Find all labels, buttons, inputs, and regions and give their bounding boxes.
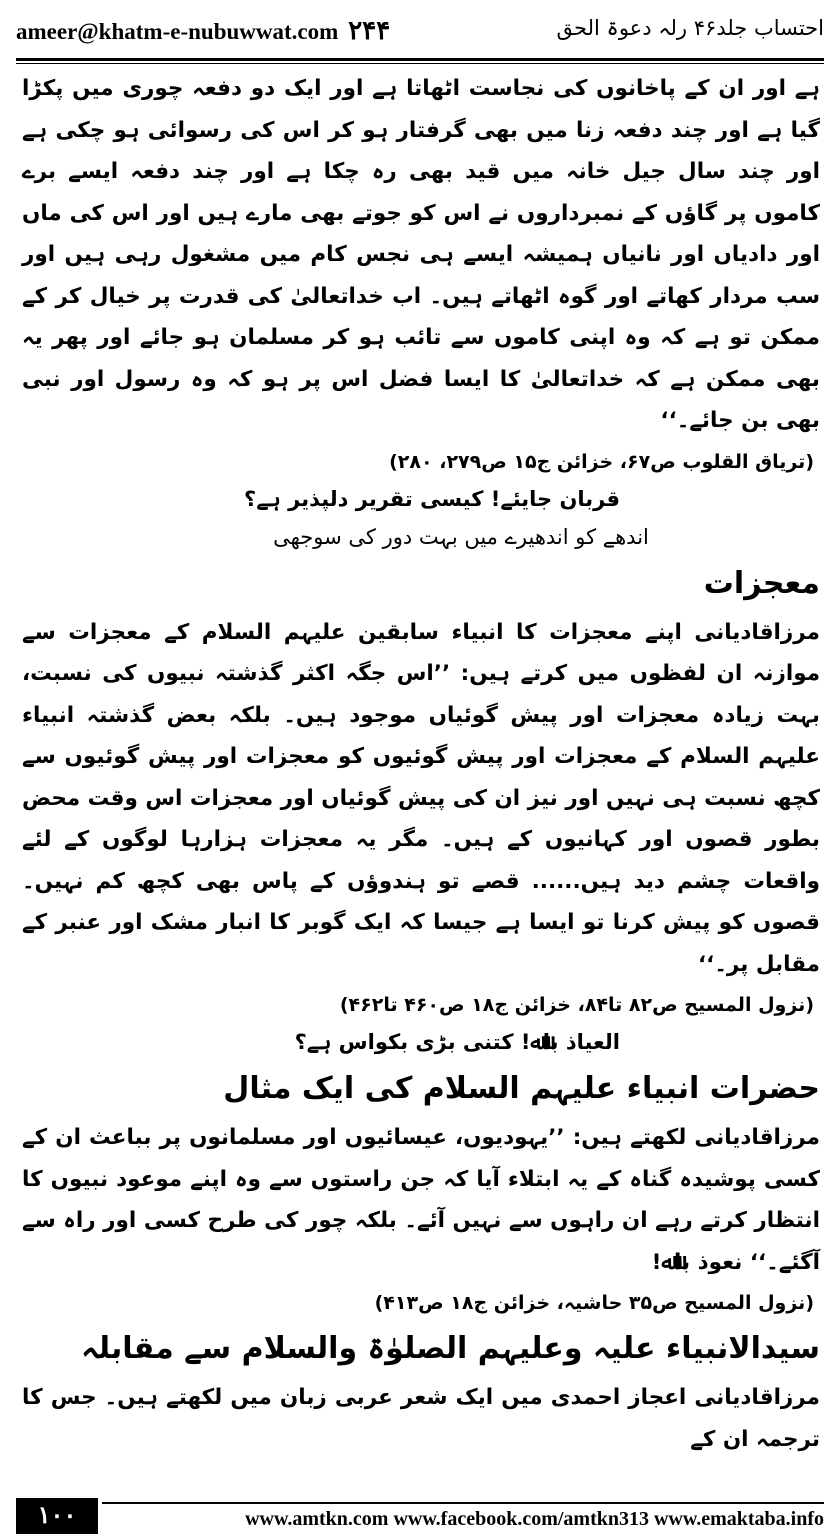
heading-muqabla: سیدالانبیاء علیہ وعلیہم الصلوٰۃ والسلام سے مقابلہ	[81, 1331, 820, 1366]
footer-links: www.amtkn.com www.facebook.com/amtkn313 www.emaktaba.info	[245, 1508, 824, 1530]
heading-anbiya-misal: حضرات انبیاء علیہم السلام کی ایک مثال	[223, 1071, 820, 1106]
header-book-title: احتساب جلد۴۶ رلہ دعوۃ الحق	[556, 16, 824, 40]
header-rule	[16, 58, 824, 61]
paragraph-3: مرزاقادیانی لکھتے ہیں: ’’یہودیوں، عیسائیوں اور مسلمانوں پر بباعث ان کے کسی پوشیدہ گناہ کے یہ ابتلاء آیا کہ جن راستوں سے وہ اپنے موعود نبیوں کا انتظار کرتے رہے ان راہوں سے نہیں آئے۔ بلکہ چور کی طرح کسی اور راہ سے آگئے۔‘‘ نعوذ باﷲ!	[22, 1125, 820, 1275]
page-footer	[16, 1496, 824, 1536]
header-page-number: ۲۴۴	[348, 16, 391, 45]
reference-1: (تریاق القلوب ص۶۷، خزائن ج۱۵ ص۲۷۹، ۲۸۰)	[389, 450, 814, 473]
footer-rule	[102, 1502, 824, 1504]
footer-page-number: ۱۰۰	[16, 1498, 98, 1534]
page-header	[16, 10, 824, 54]
header-email: ameer@khatm-e-nubuwwat.com	[16, 19, 339, 44]
header-left	[16, 16, 390, 46]
remark-1: قربان جایئے! کیسی تقریر دلپذیر ہے؟	[244, 486, 620, 511]
remark-2: العیاذ باﷲ! کتنی بڑی بکواس ہے؟	[294, 1030, 620, 1054]
verse-1: اندھے کو اندھیرے میں بہت دور کی سوجھی	[273, 524, 649, 549]
heading-mujizat: معجزات	[703, 565, 820, 601]
paragraph-4: مرزاقادیانی اعجاز احمدی میں ایک شعر عربی زبان میں لکھتے ہیں۔ جس کا ترجمہ ان کے	[22, 1385, 820, 1452]
reference-2: (نزول المسیح ص۸۲ تا۸۴، خزائن ج۱۸ ص۴۶۰ تا۴۶۲)	[339, 994, 814, 1016]
reference-3: (نزول المسیح ص۳۵ حاشیہ، خزائن ج۱۸ ص۴۱۳)	[374, 1292, 814, 1314]
paragraph-2: مرزاقادیانی اپنے معجزات کا انبیاء سابقین علیہم السلام کے معجزات سے موازنہ ان لفظوں میں کرتے ہیں: ’’اس جگہ اکثر گذشتہ نبیوں کی نسبت، بہت زیادہ معجزات اور پیش گوئیاں موجود ہیں۔ بلکہ بعض گذشتہ انبیاء علیہم السلام کے معجزات اور پیش گوئیوں کو معجزات اور پیش گوئیوں سے کچھ نسبت ہی نہیں اور نیز ان کی پیش گوئیاں اور معجزات اس وقت محض بطور قصوں اور کہانیوں کے ہیں۔ مگر یہ معجزات ہزارہا لوگوں کے لئے واقعات چشم دید ہیں...... قصے تو ہندوؤں کے پاس بھی کچھ کم نہیں۔ قصوں کو پیش کرنا تو ایسا ہے جیسا کہ ایک گوبر کا انبار مشک اور عنبر کے مقابل پر۔‘‘	[22, 619, 820, 977]
header-rule-thin	[16, 63, 824, 64]
paragraph-1: ہے اور ان کے پاخانوں کی نجاست اٹھاتا ہے اور ایک دو دفعہ چوری میں پکڑا گیا ہے اور چند دفعہ زنا میں بھی گرفتار ہو کر اس کی رسوائی ہو چکی ہے اور چند سال جیل خانہ میں قید بھی رہ چکا ہے اور چند دفعہ ایسے برے کاموں پر گاؤں کے نمبرداروں نے اس کو جوتے بھی مارے ہیں اور اس کی ماں اور دادیاں اور نانیاں ہمیشہ ایسے ہی نجس کام میں مشغول رہی ہیں اور سب مردار کھاتے اور گوہ اٹھاتے ہیں۔ اب خداتعالیٰ کی قدرت پر خیال کر کے ممکن تو ہے کہ وہ اپنی کاموں سے تائب ہو کر مسلمان ہو جائے اور پھر یہ بھی ممکن ہے کہ خداتعالیٰ کا ایسا فضل اس پر ہو کہ وہ رسول اور نبی بھی بن جائے۔‘‘	[22, 76, 820, 433]
page-content	[22, 68, 820, 1460]
